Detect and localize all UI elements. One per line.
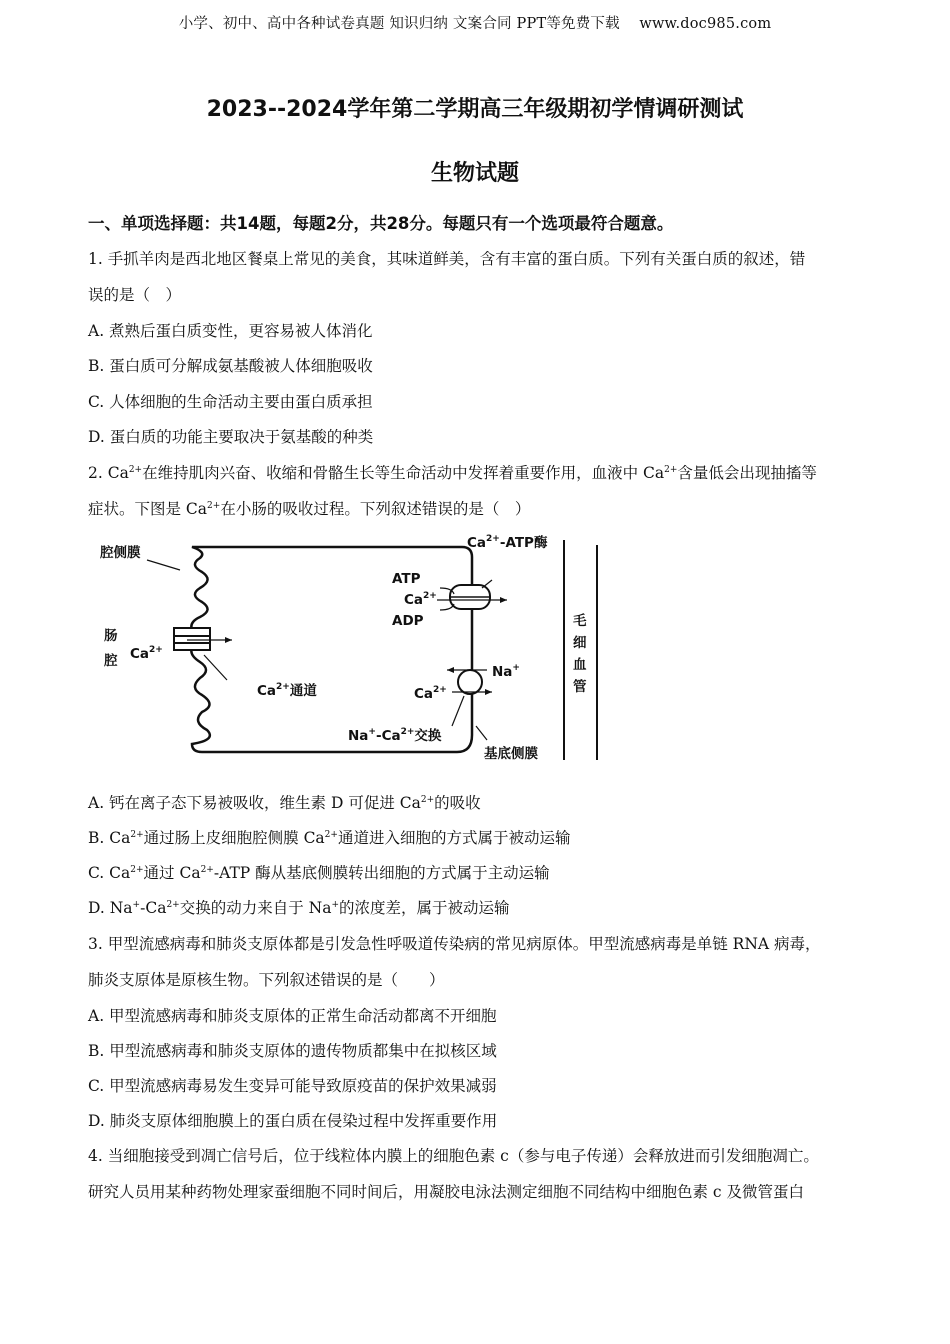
label-intestine-1: 肠 bbox=[104, 628, 118, 644]
na-ca-exchanger bbox=[458, 670, 482, 694]
label-intestine-2: 腔 bbox=[104, 653, 118, 669]
section-heading: 一、单项选择题：共14题，每题2分，共28分。每题只有一个选项最符合题意。 bbox=[88, 214, 674, 233]
label-basal-membrane: 基底侧膜 bbox=[484, 746, 538, 762]
label-ca-lumen: $Ca^{2+}$ bbox=[130, 645, 163, 662]
label-capillary-2: 细 bbox=[573, 635, 587, 651]
q2-option-a: A. 钙在离子态下易被吸收，维生素 D 可促进 $Ca^{2+}$的吸收 bbox=[88, 794, 481, 812]
q3-option-d: D. 肺炎支原体细胞膜上的蛋白质在侵染过程中发挥重要作用 bbox=[88, 1112, 498, 1130]
label-lumen-membrane: 腔侧膜 bbox=[100, 545, 141, 561]
label-na: Na+ bbox=[492, 663, 520, 680]
q1-option-a: A. 煮熟后蛋白质变性，更容易被人体消化 bbox=[88, 322, 373, 340]
q3-option-a: A. 甲型流感病毒和肺炎支原体的正常生命活动都离不开细胞 bbox=[88, 1007, 497, 1025]
label-capillary-3: 血 bbox=[573, 657, 587, 673]
q4-stem-line1: 4. 当细胞接受到凋亡信号后，位于线粒体内膜上的细胞色素 c（参与电子传递）会释放进而引发细胞凋亡。 bbox=[88, 1147, 819, 1165]
label-ca-channel: $Ca^{2+}$通道 bbox=[257, 682, 317, 699]
subject-title: 生物试题 bbox=[430, 161, 519, 186]
q1-option-c: C. 人体细胞的生命活动主要由蛋白质承担 bbox=[88, 393, 373, 411]
ca-channel bbox=[174, 628, 210, 650]
q3-option-b: B. 甲型流感病毒和肺炎支原体的遗传物质都集中在拟核区域 bbox=[88, 1042, 497, 1060]
label-ca-inside-bottom: $Ca^{2+}$ bbox=[414, 685, 447, 702]
label-capillary-1: 毛 bbox=[573, 613, 587, 629]
cell-membrane-outline bbox=[191, 547, 472, 752]
calcium-absorption-diagram bbox=[92, 530, 612, 770]
q2-option-c: C. $Ca^{2+}$通过 $Ca^{2+}$-ATP 酶从基底侧膜转出细胞的方式属于主动运输 bbox=[88, 864, 550, 882]
q1-stem-line1: 1. 手抓羊肉是西北地区餐桌上常见的美食，其味道鲜美，含有丰富的蛋白质。下列有关蛋白质的叙述，错 bbox=[88, 250, 806, 268]
label-capillary-4: 管 bbox=[573, 679, 587, 695]
q1-stem-line2: 误的是（ ） bbox=[88, 286, 182, 304]
q3-stem-line1: 3. 甲型流感病毒和肺炎支原体都是引发急性呼吸道传染病的常见病原体。甲型流感病毒是单链 RNA 病毒， bbox=[88, 935, 821, 953]
q1-option-b: B. 蛋白质可分解成氨基酸被人体细胞吸收 bbox=[88, 357, 373, 375]
label-ca-atpase: $Ca^{2+}$-ATP酶 bbox=[467, 534, 548, 551]
q2-option-b: B. $Ca^{2+}$通过肠上皮细胞腔侧膜 $Ca^{2+}$通道进入细胞的方式属于被动运输 bbox=[88, 829, 571, 847]
q2-stem-line1: 2. $Ca^{2+}$在维持肌肉兴奋、收缩和骨骼生长等生命活动中发挥着重要作用，血液中 $Ca^{2+}$含量低会出现抽搐等 bbox=[88, 464, 817, 482]
q2-stem-line2: 症状。下图是 $Ca^{2+}$在小肠的吸收过程。下列叙述错误的是（ ） bbox=[88, 500, 531, 518]
header-banner: 小学、初中、高中各种试卷真题 知识归纳 文案合同 PPT等免费下载 www.doc985.com bbox=[178, 16, 772, 32]
q2-option-d: D. $Na^+-Ca^{2+}$交换的动力来自于 Na+的浓度差，属于被动运输 bbox=[88, 899, 510, 917]
q3-stem-line2: 肺炎支原体是原核生物。下列叙述错误的是（ ） bbox=[88, 971, 445, 989]
label-atp: ATP bbox=[392, 571, 421, 587]
q4-stem-line2: 研究人员用某种药物处理家蚕细胞不同时间后，用凝胶电泳法测定细胞不同结构中细胞色素 c 及微管蛋白 bbox=[88, 1183, 805, 1201]
q3-option-c: C. 甲型流感病毒易发生变异可能导致原疫苗的保护效果减弱 bbox=[88, 1077, 497, 1095]
q1-option-d: D. 蛋白质的功能主要取决于氨基酸的种类 bbox=[88, 428, 374, 446]
label-ca-inside-top: $Ca^{2+}$ bbox=[404, 591, 437, 608]
label-adp: ADP bbox=[392, 613, 424, 629]
label-exchange: $Na^+-Ca^{2+}$交换 bbox=[348, 727, 442, 744]
exam-title: 2023--2024学年第二学期高三年级期初学情调研测试 bbox=[206, 97, 744, 122]
